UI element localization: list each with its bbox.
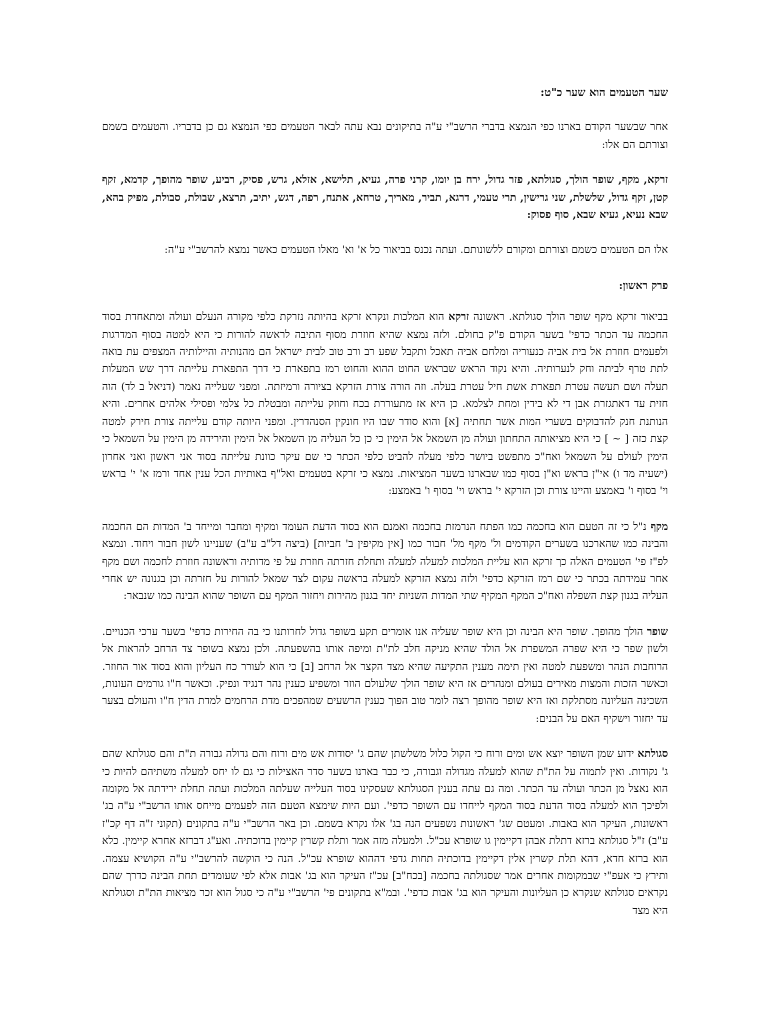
document-page	[102, 84, 668, 938]
paragraph-shofar-term: שופר	[646, 625, 668, 638]
paragraph-makaf-text: נ"ל כי זה הטעם הוא בחכמה כמו הפתח הנרמזת בחכמה ואמנם הוא בסוד הדעת העומד ומקיף ומחבר ומייחד ב' המדות הם החכמה והבינה כמו שהארכנו בשערים הקודמים ול' מקף מל' חבור כמו [אין מקיפין ב' חביות] (ביצה דל"ב ע"ב) שעניינו לשון חבור ויחוד. ונמצא לפ"ז פי' הטעמים האלה כך זרקא הוא עליית המלכות למעלה למעלה ותחלת חזרתה חוזרת על פי מדותיה וראשונה חוזרת לחכמה ושם מקף אחר עמידתה בכתר כי שם רמז הזרקא כדפי' ולזה נמצא הזרקא למעלה בראשה עקום לצד שמאל להורות על חזרתה וכן בגנונה יש אחרי העליה בגנון קצת השפלה ואח"כ המקף המקיף שתי המדות השניות יחד בגנון מהירות ויחזור המקף עם השופר שהוא הבינה כמו שנבאר:	[102, 520, 668, 603]
paragraph-zarka	[102, 309, 668, 500]
paragraph-shofar-text: הולך מהופך. שופר היא הבינה וכן היא שופר שעליה אנו אומרים תקע בשופר גדול לחרותנו כי בה החירות כדפי' בשער ערכי הכנויים. ולשון שפר כי היא שפרה המשפרת אל הולד שהיא מניקה חלב לת"ת ומיפה אותו בהשפעתה. ולכן נמצא בשופר צד הרחב להראות אל הרוחבות הנהר ומשפעת למטה ואין תימה מענין התקיעה שהיא מצד הקצר אל הרחב [ב] כי הוא לעורר כח העליון והוא בסוד אור החוזר. וכאשר הזכות והמצות מאירים בעולם ומנהרים אז היא שופר הולך שלעולם הוזר ומשפיע כענין נהר דנגיד ונפיק. וכאשר ח"ו גורמים העונות, השכינה העליונה מסתלקת ואז היא שופר מהופך רצה לומר טוב הפוך כענין הרשעים שמהפכים מדת הרחמים למדת הדין ח"ו והעולם בצער עד יחזור וישקיף האם על הבנים:	[102, 625, 668, 725]
paragraph-segolta	[102, 746, 668, 920]
page-title: שער הטעמים הוא שער כ"ט:	[540, 86, 668, 99]
paragraph-shofar	[102, 624, 668, 728]
paragraph-zarka-term: זרקא	[448, 311, 470, 324]
paragraph-zarka-start: בביאור זרקא מקף שופר הולך סגולתא. ראשונה	[469, 311, 668, 324]
chapter-heading: פרק ראשון:	[618, 279, 668, 292]
paragraph-segolta-term: סגולתא	[637, 748, 668, 761]
paragraph-segolta-text: ידוע שמן השופר יוצא אש ומים ורוח כי הקול כלול משלשתן שהם ג' יסודות אש מים ורוח והם גדולה גבורה ת"ת והם סגולתא שהם ג' נקודות. ואין לתמוה על הת"ת שהוא למעלה מגדולה וגבורה, כי כבר בארנו בשער סדר האצילות כי גם לו יחס למעלה משתיהם להיות כי הוא נאצל מן הכתר ועולה עד הכתר. ומה גם עתה בענין הסגולתא שעסקינו בסוד העלייה שעלתה המלכות ועתה תחלת ירידתה אל מקומה ולפיכך הוא למעלה בסוד הדעת בסוד המקף לייחדו עם השופר כדפי'. ועם היות שימצא הטעם הזה לפעמים מייחס אותו הרשב"י ע"ה בג' ראשונות, העיקר הוא באבות. ומעטם שג' ראשונות נשפעים הנה בג' אלו נקרא בשמם. וכן באר הרשב"י ע"ה בתקונים (תקוני ז"ה דף קכ"ז ע"ב) ז"ל סגולתא ברזא דתלת אבהן דקיימין גו שופרא עכ"ל. ולמעלה מזה אמר ותלת קשרין קיימין בדוכתיה. ואע"ג דברזא אחרא קיימין. כלא הוא ברזא חדא, דהא תלת קשרין אלין דקיימין בדוכתיה תחות גדפי דההוא שופרא עכ"ל. הנה כי הוקשה להרשב"י ע"ה הקושיא עצמה. ותירץ כי אעפ"י שבמקומות אחרים אמר שסגולתה בחכמה [בכח"ב] עכ"ז העיקר הוא בג' אבות אלא לפי שעומדים תחת הבינה כדרך שהם נקראים סגולתא שנקרא כן העליונות והעיקר הוא בג' אבות כדפי'. ובמ"א בתקונים פי' הרשב"י ע"ה כי סגול הוא זכר מציאות הת"ת וסגולתא היא מצד	[102, 748, 668, 917]
cantillation-names-list: זרקא, מקף, שופר הולך, סגולתא, פזר גדול, ירח בן יומו, קרני פרה, געיא, תלישא, אזלא, גרש, פסיק, רביע, שופר מהופך, קדמא, זקף קטן, זקף גדול, שלשלת, שני גרישין, תרי טעמי, דרגא, תביר, מאריך, טרחא, אתנח, רפה, דגש, יתיב, תרצא, שבולת, סבולת, מפיק בהא, שבא נעיא, געיא שבא, סוף פסוק:	[102, 174, 668, 222]
paragraph-makaf-term: מקף	[650, 520, 668, 533]
intro-paragraph: אחר שבשער הקודם בארנו כפי הנמצא בדברי הרשב"י ע"ה בתיקונים נבא עתה לבאר הטעמים כפי הנמצא גם כן בדבריו. והטעמים בשמם וצורתם הם אלו:	[102, 121, 668, 151]
after-list-paragraph: אלו הם הטעמים כשמם וצורתם ומקורם ללשונותם. ועתה נכנס בביאור כל א' וא' מאלו הטעמים כאשר נמצא להרשב"י ע"ה:	[164, 244, 668, 257]
paragraph-zarka-text: הוא המלכות ונקרא זרקא בהיותה נזרקת כלפי מקורה הנעלם ועולה ומתאחדת בסוד החכמה עד הכתר כדפי' בשער הקודם פ"ק בחולם. ולזה נמצא שהיא חוזרת מסוף התיבה לראשה להורות כי היא למטה בסוף המדרגות ולפעמים חוזרת אל בית אביה כנעוריה ומלחם אביה תאכל ותקבל שפע רב ורב טוב לבית ישראל הם מהנותיה והיילותיה המצפים עת בואה לתת טרף לביתה וחק לנערותיה. והיא נקוד הראש שבראש החוט ההוא והחוט רמז בתפארת כי דרך התפארת עלייתה דרך שש המעלות תעלה ושם תעשה עטרת תפארת אשת חיל עטרת בעלה. וזה הורה צורת הזרקא בציורה ורמיזתה. ומפני שעלייה נאמר (דניאל ב לד) הוה חזית עד דאתגזרת אבן די לא בידין ומחת לצלמא. כן היא אז מתעוררת בכח וחוזק עלייתה ומבטלת כל צלמי ופסילי אלהים אחרים. והיא הנותנת חנק להדבוקים בשערי המות אשר תחתיה [א] והוא סודר שבו היו חונקין הסנהדרין. ומפני היותה קודם עלייתה צורת חירק למטה קצת כזה [ ~ ] כי היא מציאותה התחתון ועולה מן השמאל אל הימין כי כן כל העליה מן השמאל אל הימין והירידה מן הימין על השמאל כי הימין לעולם על השמאל ואח"כ מתפשט ביושר כלפי מעלה להביט כלפי הכתר כי שם עיקר כוונת עלייתה בסוד אני ראשון ואני אחרון (ישעיה מד ו) אי"ן בראש וא"ן בסוף כמו שבארנו בשער המציאות. נמצא כי זרקא בטעמים ואל"ף באותיות הכל ענין אחד ורמז א' י' בראש וי' בסוף ו' באמצע והיינו צורת וכן הזרקא י' בראש וי' בסוף ו' באמצע:	[102, 311, 668, 498]
paragraph-makaf	[102, 519, 668, 606]
